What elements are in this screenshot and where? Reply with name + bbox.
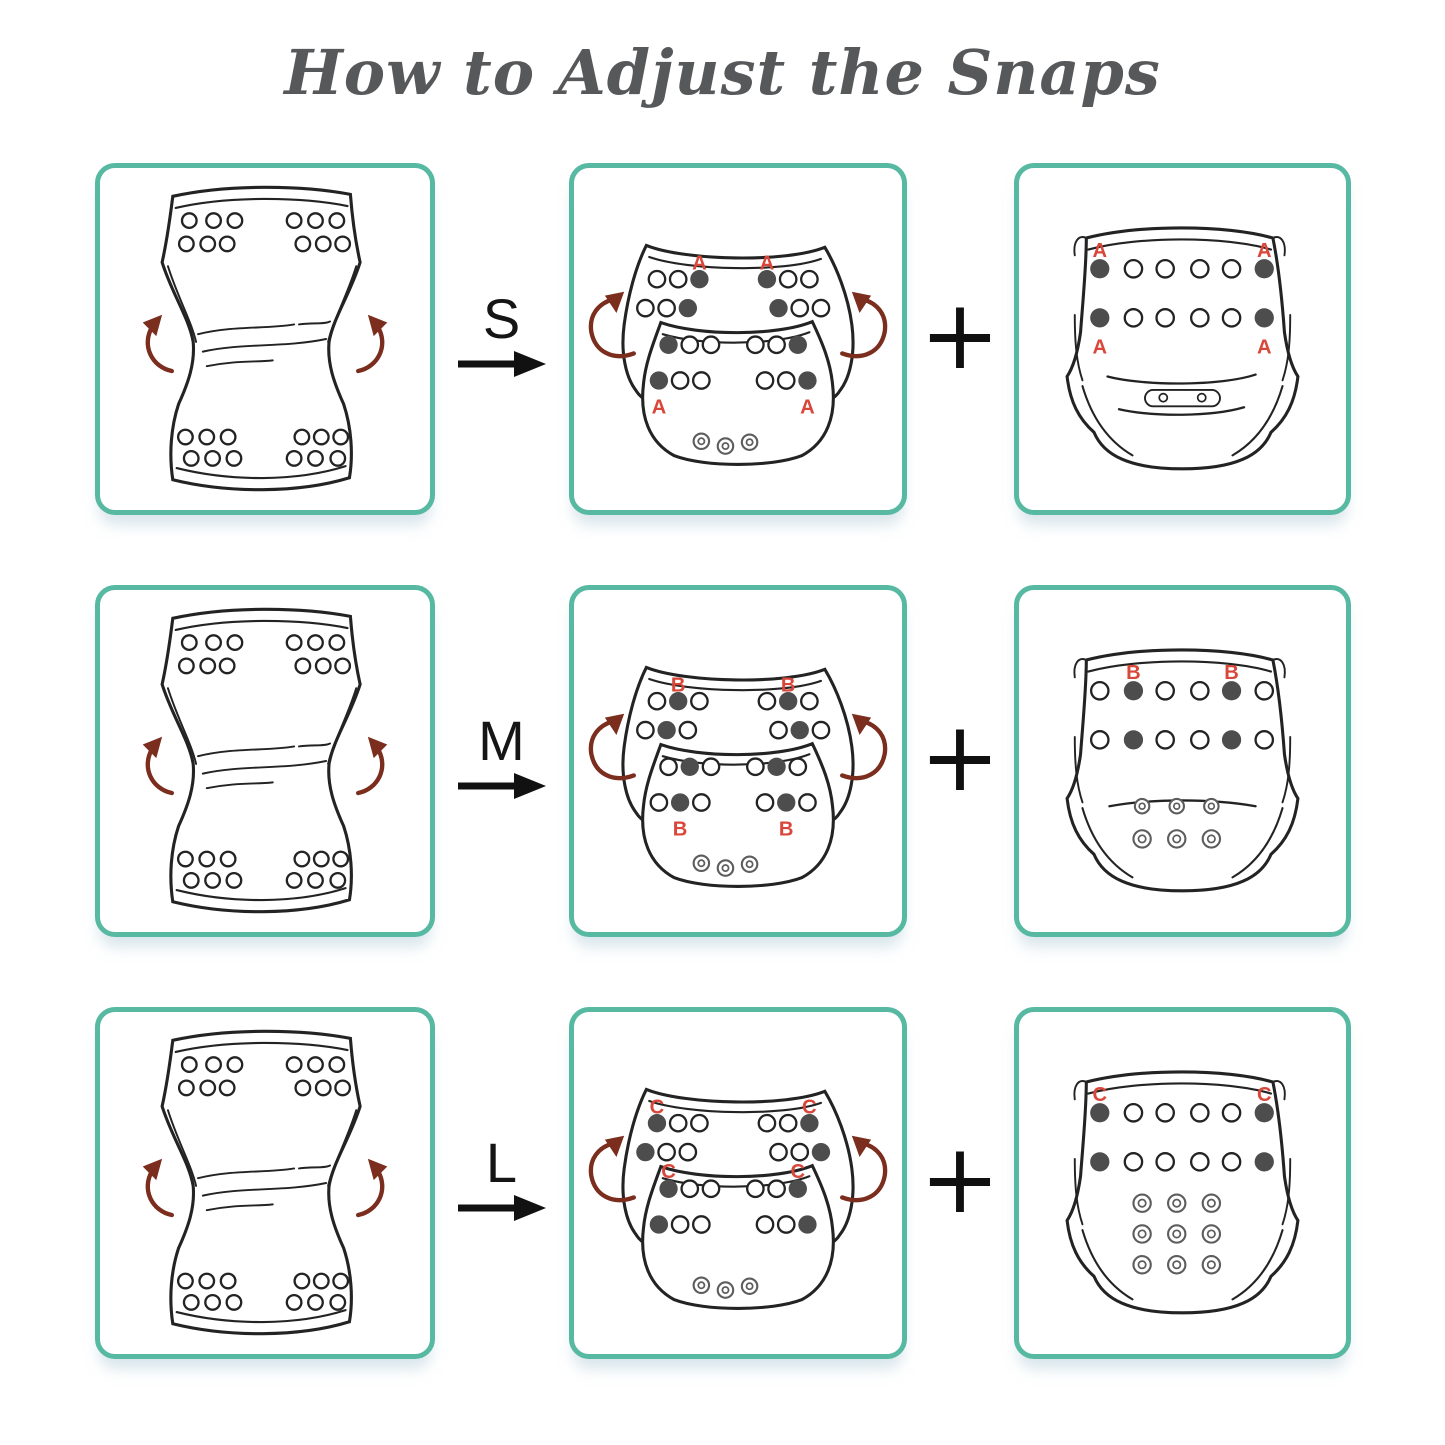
finished-diaper-drawing — [1019, 590, 1346, 932]
size-label-m: M — [478, 709, 525, 772]
svg-text:B: B — [670, 674, 686, 697]
svg-text:C: C — [801, 1096, 817, 1119]
flat-diaper-drawing — [100, 1012, 430, 1354]
fold-arrow-right-icon — [358, 1159, 387, 1215]
svg-text:A: A — [799, 396, 815, 419]
size-label-l: L — [485, 1131, 518, 1194]
plus-icon: + — [919, 279, 1001, 391]
plus-icon: + — [919, 701, 1001, 813]
svg-text:B: B — [780, 674, 795, 697]
flat-diaper-outline — [162, 609, 360, 911]
svg-text:C: C — [1091, 1084, 1107, 1107]
panel-flat-diaper-s — [95, 163, 435, 515]
flat-diaper-outline — [162, 187, 360, 489]
svg-text:C: C — [789, 1161, 805, 1184]
size-row-m — [95, 585, 1351, 937]
panel-folded-diaper-l — [569, 1007, 907, 1359]
size-row-s — [95, 163, 1351, 515]
svg-text:A: A — [1091, 240, 1107, 263]
svg-text:A: A — [759, 252, 774, 275]
panel-flat-diaper-l — [95, 1007, 435, 1359]
panel-finished-diaper-m — [1014, 585, 1351, 937]
right-arrow-icon — [456, 349, 548, 379]
page-title: How to Adjust the Snaps — [284, 36, 1161, 109]
finished-diaper-drawing — [1019, 168, 1346, 510]
finished-diaper-drawing — [1019, 1012, 1346, 1354]
panel-folded-diaper-s — [569, 163, 907, 515]
flat-diaper-drawing — [100, 168, 430, 510]
svg-text:B: B — [1223, 662, 1239, 685]
right-arrow-icon — [456, 771, 548, 801]
fold-arrow-left-icon — [142, 315, 171, 371]
svg-text:C: C — [1256, 1084, 1272, 1107]
svg-text:C: C — [649, 1096, 664, 1119]
svg-text:A: A — [651, 396, 666, 419]
svg-text:A: A — [1256, 240, 1272, 263]
svg-text:B: B — [672, 818, 687, 841]
size-row-l — [95, 1007, 1351, 1359]
rise-full-snap-grid — [1133, 1195, 1220, 1274]
svg-text:A: A — [1091, 336, 1107, 359]
fold-arrow-right-icon — [358, 737, 387, 793]
size-rows — [0, 163, 1445, 1359]
flat-diaper-outline — [162, 1031, 360, 1333]
plus-icon: + — [919, 1123, 1001, 1235]
right-arrow-icon — [456, 1193, 548, 1223]
size-connector-m — [435, 709, 569, 801]
panel-flat-diaper-m — [95, 585, 435, 937]
svg-text:A: A — [691, 252, 707, 275]
size-connector-l — [435, 1131, 569, 1223]
size-label-s: S — [482, 287, 521, 350]
size-connector-s — [435, 287, 569, 379]
folded-diaper-drawing — [574, 168, 902, 510]
svg-text:B: B — [778, 818, 794, 841]
folded-diaper-drawing — [574, 1012, 902, 1354]
svg-text:A: A — [1256, 336, 1272, 359]
fold-arrow-right-icon — [358, 315, 387, 371]
fold-arrow-left-icon — [142, 1159, 171, 1215]
panel-finished-diaper-l — [1014, 1007, 1351, 1359]
svg-text:C: C — [660, 1161, 676, 1184]
svg-text:B: B — [1125, 662, 1141, 685]
folded-diaper-drawing — [574, 590, 902, 932]
panel-folded-diaper-m — [569, 585, 907, 937]
panel-finished-diaper-s — [1014, 163, 1351, 515]
flat-diaper-drawing — [100, 590, 430, 932]
fold-arrow-left-icon — [142, 737, 171, 793]
